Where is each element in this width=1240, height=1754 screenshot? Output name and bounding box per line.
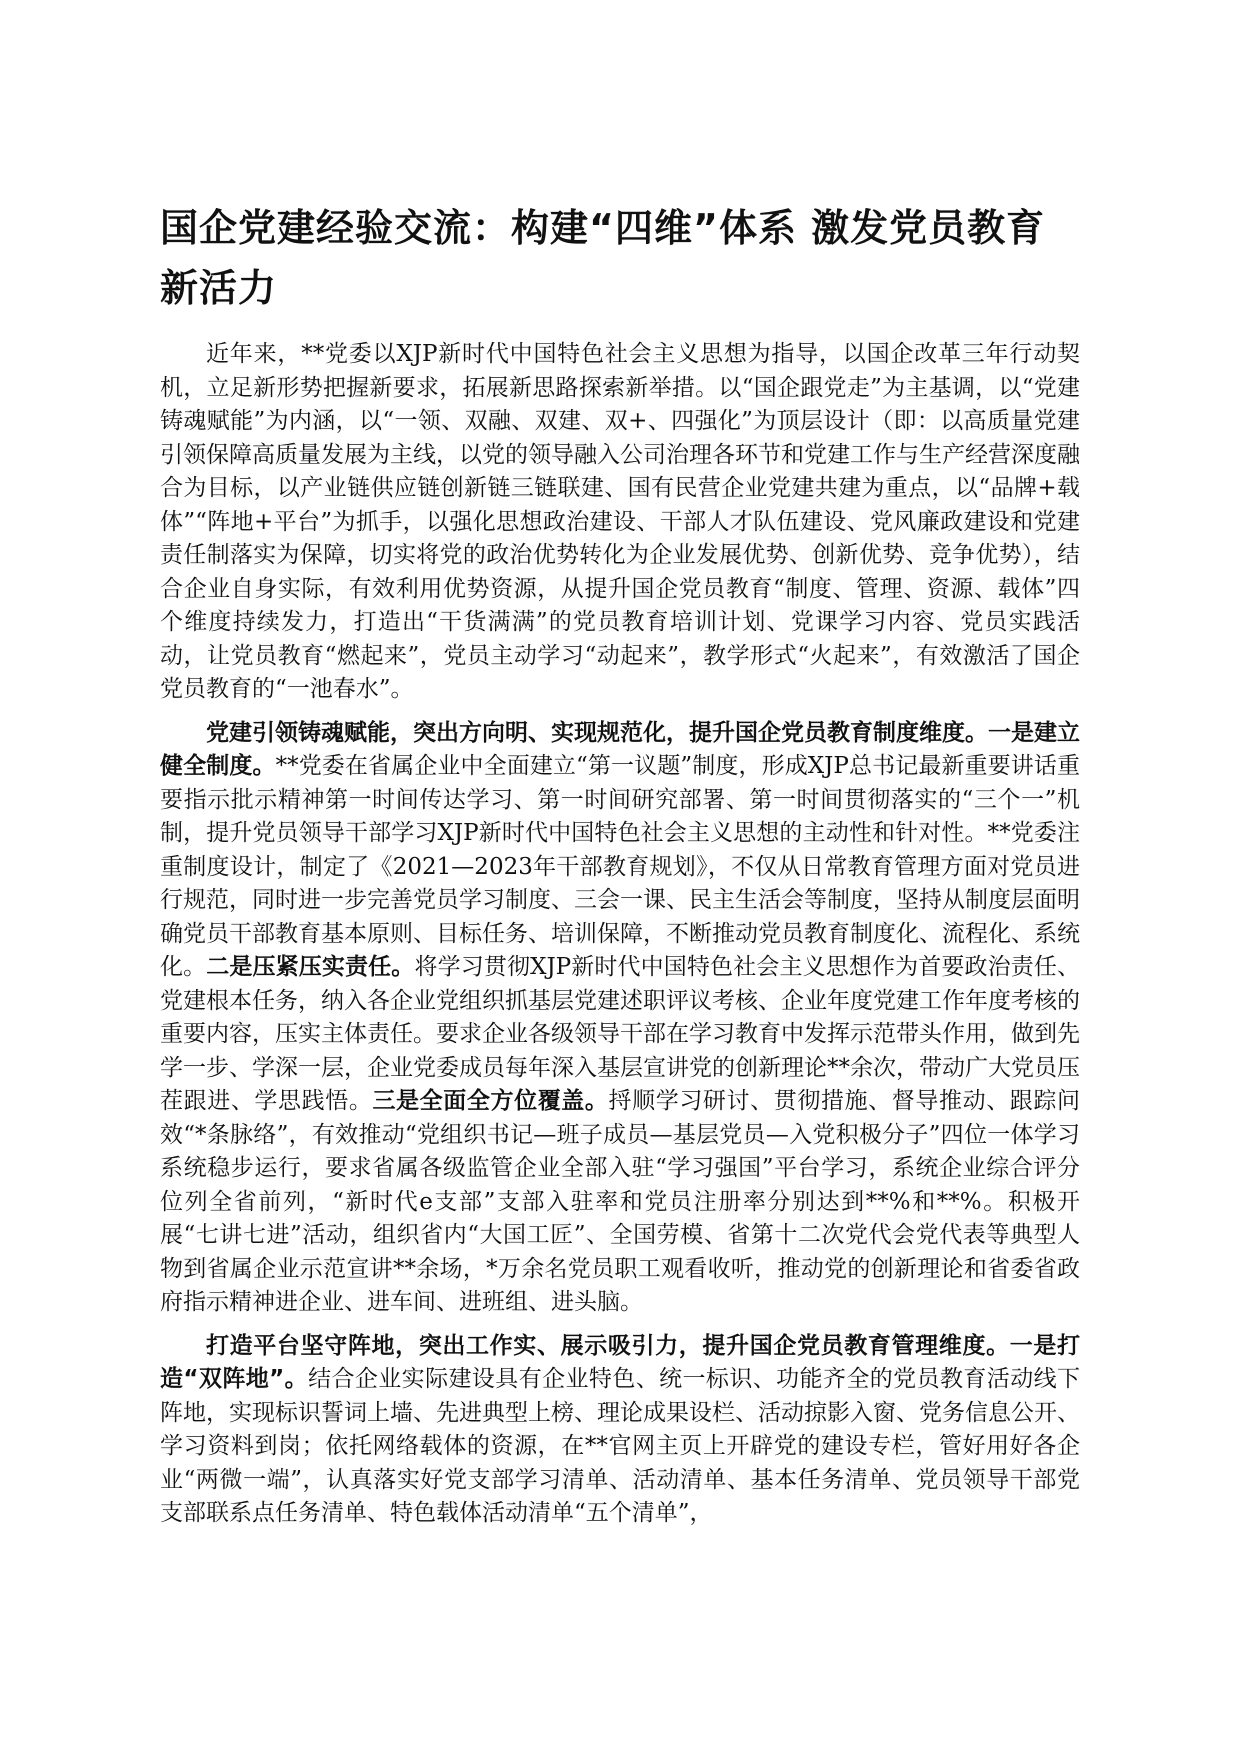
body-paragraph [160,338,1080,707]
body-paragraph [160,717,1080,1320]
text-run: 近年来，**党委以XJP新时代中国特色社会主义思想为指导，以国企改革三年行动契机，立足新形势把握新要求，拓展新思路探索新举措。以“国企跟党走”为主基调，以“党建铸魂赋能”为内涵，以“一领、双融、双建、双+、四强化”为顶层设计（即：以高质量党建引领保障高质量发展为主线，以党的领导融入公司治理各环节和党建工作与生产经营深度融合为目标，以产业链供应链创新链三链联建、国有民营企业党建共建为重点，以“品牌+载体”“阵地+平台”为抓手，以强化思想政治建设、干部人才队伍建设、党风廉政建设和党建责任制落实为保障，切实将党的政治优势转化为企业发展优势、创新优势、竞争优势），结合企业自身实际，有效利用优势资源，从提升国企党员教育“制度、管理、资源、载体”四个维度持续发力，打造出“干货满满”的党员教育培训计划、党课学习内容、党员实践活动，让党员教育“燃起来”，党员主动学习“动起来”，教学形式“火起来”，有效激活了国企党员教育的“一池春水”。 [160,341,1080,702]
bold-heading-run: 打造平台坚守阵地，突出工作实、展示吸引力，提升国企党员教育管理维度。一是打造“双阵地”。 [160,1332,1080,1392]
document-body [160,338,1080,1531]
text-run: 结合企业实际建设具有企业特色、统一标识、功能齐全的党员教育活动线下阵地，实现标识誓词上墙、先进典型上榜、理论成果设栏、活动掠影入窗、党务信息公开、学习资料到岗；依托网络载体的资源，在**官网主页上开辟党的建设专栏，管好用好各企业“两微一端”，认真落实好党支部学习清单、活动清单、基本任务清单、党员领导干部党支部联系点任务清单、特色载体活动清单“五个清单”， [160,1366,1080,1526]
document-title: 国企党建经验交流：构建“四维”体系 激发党员教育新活力 [160,206,1046,310]
bold-heading-run: 三是全面全方位覆盖。 [372,1088,609,1114]
text-run: 将学习贯彻XJP新时代中国特色社会主义思想作为首要政治责任、党建根本任务，纳入各企业党组织抓基层党建述职评议考核、企业年度党建工作年度考核的重要内容，压实主体责任。要求企业各级领导干部在学习教育中发挥示范带头作用，做到先学一步、学深一层，企业党委成员每年深入基层宣讲党的创新理论**余次，带动广大党员压茬跟进、学思践悟。 [160,954,1081,1114]
document-page [160,198,1080,1541]
bold-heading-run: 二是压紧压实责任。 [206,954,415,980]
text-run: **党委在省属企业中全面建立“第一议题”制度，形成XJP总书记最新重要讲话重要指示批示精神第一时间传达学习、第一时间研究部署、第一时间贯彻落实的“三个一”机制，提升党员领导干部学习XJP新时代中国特色社会主义思想的主动性和针对性。**党委注重制度设计，制定了《2021—2023年干部教育规划》，不仅从日常教育管理方面对党员进行规范，同时进一步完善党员学习制度、三会一课、民主生活会等制度，坚持从制度层面明确党员干部教育基本原则、目标任务、培训保障，不断推动党员教育制度化、流程化、系统化。 [160,753,1081,980]
body-paragraph [160,1330,1080,1531]
bold-heading-run: 党建引领铸魂赋能，突出方向明、实现规范化，提升国企党员教育制度维度。一是建立健全制度。 [160,719,1080,779]
text-run: 捋顺学习研讨、贯彻措施、督导推动、跟踪问效“*条脉络”，有效推动“党组织书记—班子成员—基层党员—入党积极分子”四位一体学习系统稳步运行，要求省属各级监管企业全部入驻“学习强国”平台学习，系统企业综合评分位列全省前列，“新时代e支部”支部入驻率和党员注册率分别达到**%和**%。积极开展“七讲七进”活动，组织省内“大国工匠”、全国劳模、省第十二次党代会党代表等典型人物到省属企业示范宣讲**余场，*万余名党员职工观看收听，推动党的创新理论和省委省政府指示精神进企业、进车间、进班组、进头脑。 [160,1088,1081,1315]
